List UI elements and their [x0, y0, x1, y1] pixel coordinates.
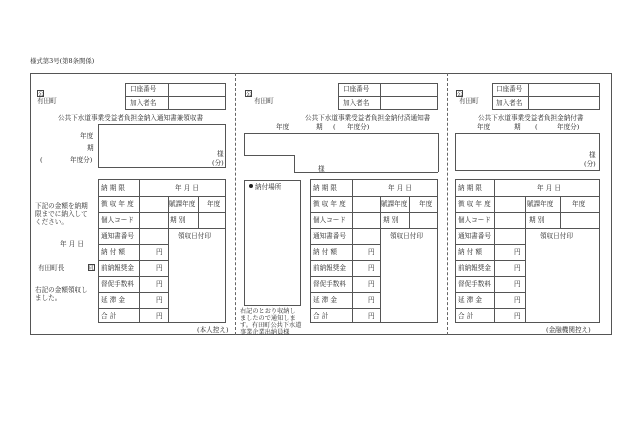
left-notice-3: ください。	[35, 218, 68, 226]
right-year-label: 徴 収 年 度	[458, 200, 491, 208]
left-notice-2: 限までに納入して	[35, 210, 88, 218]
middle-footer-1: 右記のとおり収納し	[240, 308, 296, 315]
middle-due-date: 年 月 日	[388, 184, 412, 192]
payment-place-label: 納付場所	[255, 183, 282, 191]
right-period: 期	[514, 123, 521, 131]
middle-id-label: 個人コード	[313, 216, 346, 224]
middle-assess-label: 賦課年度	[381, 200, 408, 208]
received-1: 右記の金額領収し	[35, 286, 88, 294]
middle-prepay-label: 前納報奨金	[313, 264, 346, 272]
public-seal-icon: 公	[38, 91, 45, 98]
title-middle: 公共下水道事業受益者負担金納付済通知書	[305, 114, 431, 122]
town-name: 有田町	[459, 97, 479, 105]
copy-right-label: (金融機関控え)	[546, 326, 591, 334]
right-due-date: 年 月 日	[537, 184, 561, 192]
middle-amount-label: 納 付 額	[313, 248, 337, 256]
left-total-label: 合 計	[101, 312, 117, 320]
middle-footer-2: ましたので通知しま	[240, 315, 296, 322]
middle-footer-4: 事業企業出納員様	[240, 329, 290, 336]
left-ki-label: 期 別	[170, 216, 186, 224]
public-seal-icon: 公	[457, 91, 464, 98]
mayor-label: 有田町長	[38, 264, 65, 272]
left-due-label: 納 期 限	[101, 184, 125, 192]
yen-unit: 円	[368, 312, 375, 320]
yen-unit: 円	[368, 248, 375, 256]
town-name: 有田町	[254, 97, 274, 105]
left-addressee-box	[98, 124, 226, 168]
payment-place-box	[244, 180, 301, 306]
subscriber-label: 加入者名	[496, 99, 523, 107]
yen-unit: 円	[514, 296, 521, 304]
middle-year-part: 年度分)	[347, 123, 370, 131]
title-right: 公共下水道事業受益者負担金納付書	[478, 114, 584, 122]
left-bun: (分)	[212, 159, 224, 167]
middle-footer-3: す。有田町公共下水道	[240, 322, 302, 329]
left-fee-label: 督促手数料	[101, 280, 134, 288]
right-paren: (	[535, 123, 538, 131]
right-fee-label: 督促手数料	[458, 280, 491, 288]
yen-unit: 円	[514, 248, 521, 256]
left-year-part: 年度分)	[70, 156, 93, 164]
yen-unit: 円	[368, 296, 375, 304]
received-2: ました。	[35, 294, 62, 302]
copy-left-label: (本人控え)	[197, 326, 229, 334]
left-assess-year: 年度	[207, 200, 221, 208]
right-assess-year: 年度	[572, 200, 586, 208]
left-amount-label: 納 付 額	[101, 248, 125, 256]
account-no-label: 口座番号	[343, 85, 370, 93]
right-year: 年度	[477, 123, 491, 131]
account-no-label: 口座番号	[130, 85, 157, 93]
subscriber-label: 加入者名	[343, 99, 370, 107]
yen-unit: 円	[368, 280, 375, 288]
yen-unit: 円	[514, 280, 521, 288]
middle-assess-year: 年度	[419, 200, 433, 208]
yen-unit: 円	[156, 312, 163, 320]
left-year: 年度	[80, 132, 94, 140]
middle-due-label: 納 期 限	[313, 184, 337, 192]
left-sama: 様	[217, 150, 224, 158]
left-notice-label: 通知書番号	[101, 232, 134, 240]
left-assess-label: 賦課年度	[169, 200, 196, 208]
account-no-label: 口座番号	[496, 85, 523, 93]
middle-paren: (	[333, 123, 336, 131]
left-receipt-stamp: 領収日付印	[178, 232, 211, 240]
middle-ki-label: 期 別	[383, 216, 399, 224]
yen-unit: 円	[156, 280, 163, 288]
left-period: 期	[87, 144, 94, 152]
left-late-label: 延 滞 金	[101, 296, 125, 304]
right-due-label: 納 期 限	[458, 184, 482, 192]
form-label: 様式第3号(第8条関係)	[30, 57, 95, 65]
left-notice-1: 下記の金額を納期	[35, 202, 88, 210]
yen-unit: 円	[514, 312, 521, 320]
left-date-line: 年 月 日	[60, 240, 84, 248]
right-late-label: 延 滞 金	[458, 296, 482, 304]
bullet-icon	[249, 184, 253, 188]
middle-year-label: 徴 収 年 度	[313, 200, 346, 208]
right-prepay-label: 前納報奨金	[458, 264, 491, 272]
right-id-label: 個人コード	[458, 216, 491, 224]
right-year-part: 年度分)	[557, 123, 580, 131]
middle-fee-label: 督促手数料	[313, 280, 346, 288]
right-amount-label: 納 付 額	[458, 248, 482, 256]
right-assess-label: 賦課年度	[527, 200, 554, 208]
mayor-seal-icon: 印	[89, 265, 96, 272]
left-due-date: 年 月 日	[175, 184, 199, 192]
yen-unit: 円	[368, 264, 375, 272]
right-bun: (分)	[584, 160, 596, 168]
middle-receipt-stamp: 領収日付印	[390, 232, 423, 240]
cut-line-1	[235, 73, 236, 335]
middle-notice-label: 通知書番号	[313, 232, 346, 240]
title-left: 公共下水道事業受益者負担金納入通知書兼領収書	[58, 114, 204, 122]
left-year-label: 徴 収 年 度	[101, 200, 134, 208]
public-seal-icon: 公	[246, 91, 253, 98]
middle-late-label: 延 滞 金	[313, 296, 337, 304]
cut-line-2	[447, 73, 448, 335]
yen-unit: 円	[156, 248, 163, 256]
middle-sama: 様	[318, 165, 325, 173]
right-addressee-box	[455, 133, 600, 171]
left-id-label: 個人コード	[101, 216, 134, 224]
town-name: 有田町	[37, 97, 57, 105]
left-prepay-label: 前納報奨金	[101, 264, 134, 272]
right-sama: 様	[589, 151, 596, 159]
middle-total-label: 合 計	[313, 312, 329, 320]
yen-unit: 円	[156, 264, 163, 272]
yen-unit: 円	[156, 296, 163, 304]
right-notice-label: 通知書番号	[458, 232, 491, 240]
middle-year: 年度	[276, 123, 290, 131]
right-receipt-stamp: 領収日付印	[540, 232, 573, 240]
right-ki-label: 期 別	[529, 216, 545, 224]
middle-period: 期	[316, 123, 323, 131]
right-total-label: 合 計	[458, 312, 474, 320]
yen-unit: 円	[514, 264, 521, 272]
left-paren: (	[40, 156, 43, 164]
subscriber-label: 加入者名	[130, 99, 157, 107]
